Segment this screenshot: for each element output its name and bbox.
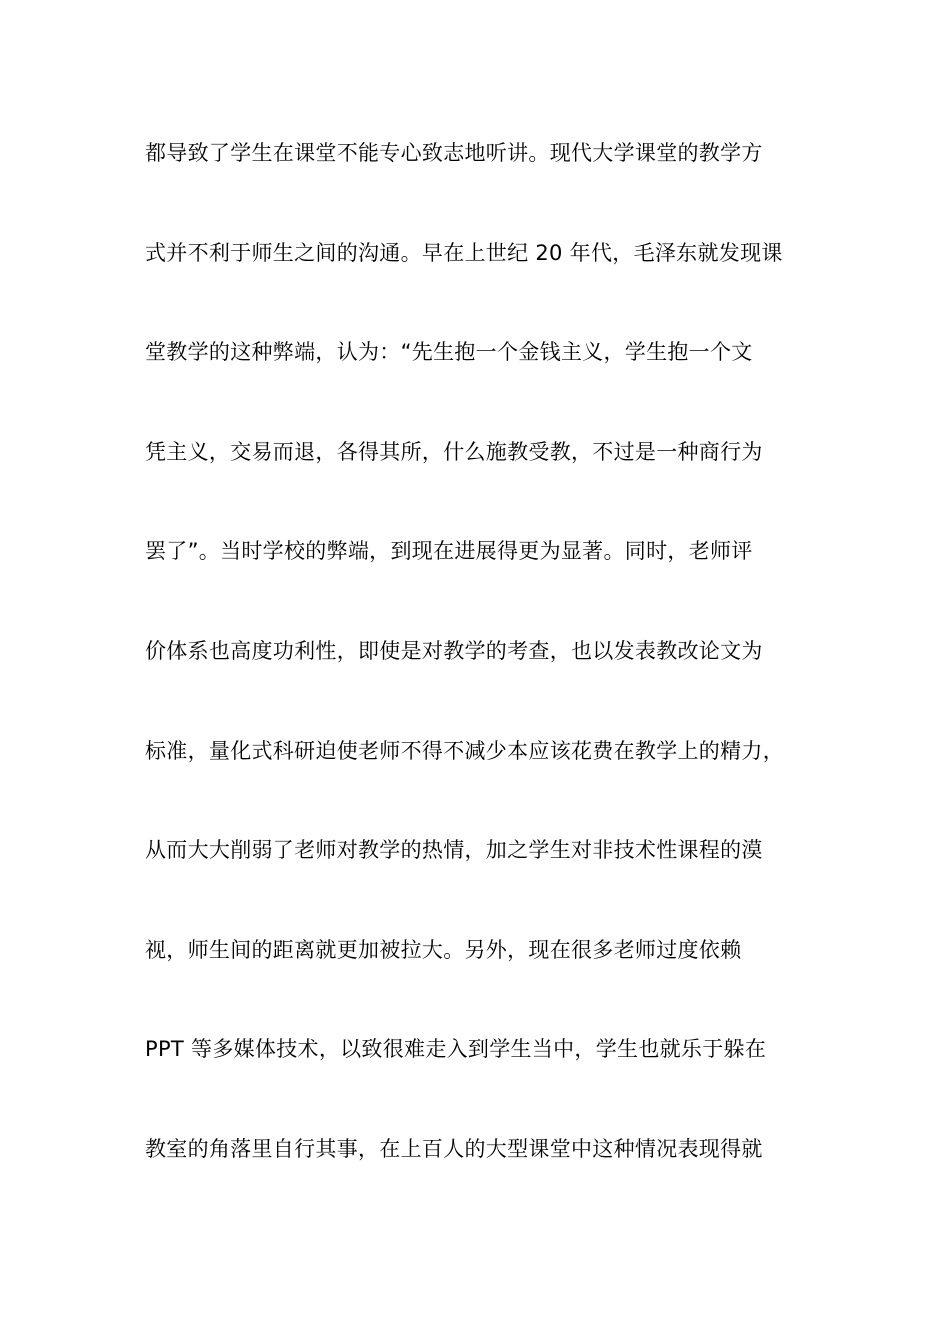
text-line: 凭主义，交易而退，各得其所，什么施教受教，不过是一种商行为 [145, 439, 763, 464]
text-line: 式并不利于师生之间的沟通。早在上世纪 20 年代，毛泽东就发现课 [145, 240, 783, 265]
text-line: 教室的角落里自行其事，在上百人的大型课堂中这种情况表现得就 [145, 1136, 763, 1161]
text-line: 视，师生间的距离就更加被拉大。另外，现在很多老师过度依赖 [145, 937, 742, 962]
text-line: 罢了”。当时学校的弊端，到现在进展得更为显著。同时，老师评 [145, 539, 753, 564]
text-line: 价体系也高度功利性，即使是对教学的考查，也以发表教改论文为 [145, 638, 763, 663]
text-line: 都导致了学生在课堂不能专心致志地听讲。现代大学课堂的教学方 [145, 141, 763, 165]
text-line: 堂教学的这种弊端，认为：“先生抱一个金钱主义，学生抱一个文 [145, 340, 753, 365]
text-line: PPT 等多媒体技术，以致很难走入到学生当中，学生也就乐于躲在 [145, 1037, 767, 1062]
body-paragraph [145, 133, 845, 1229]
text-line: 标准，量化式科研迫使老师不得不减少本应该花费在教学上的精力， [145, 738, 784, 763]
text-line: 从而大大削弱了老师对教学的热情，加之学生对非技术性课程的漠 [145, 838, 763, 863]
